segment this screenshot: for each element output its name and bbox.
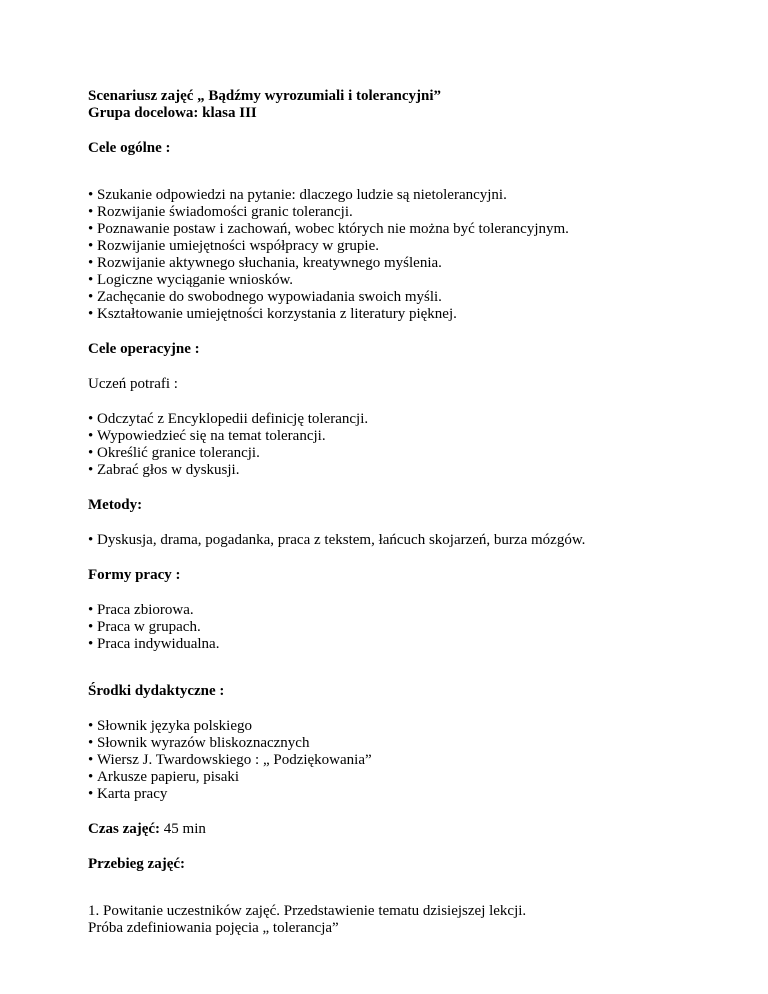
list-item: • Logiczne wyciąganie wniosków. [88,272,728,289]
methods-heading: Metody: [88,497,143,513]
list-item: • Określić granice tolerancji. [88,445,728,462]
operational-goals-list [88,411,728,479]
work-forms-heading: Formy pracy : [88,567,181,583]
duration-label: Czas zajęć: [88,821,161,837]
duration-value: 45 min [160,821,206,837]
operational-goals-intro: Uczeń potrafi : [88,376,178,392]
document-title: Scenariusz zajęć „ Bądźmy wyrozumiali i tolerancyjni” [88,88,441,104]
course-heading: Przebieg zajęć: [88,856,186,872]
list-item: • Poznawanie postaw i zachowań, wobec których nie można być tolerancyjnym. [88,221,728,238]
general-goals-heading: Cele ogólne : [88,140,171,156]
document-page [88,88,728,937]
list-item: • Zabrać głos w dyskusji. [88,462,728,479]
list-item: • Praca indywidualna. [88,636,728,653]
methods-list [88,532,728,549]
list-item: • Słownik języka polskiego [88,718,728,735]
list-item: • Wypowiedzieć się na temat tolerancji. [88,428,728,445]
list-item: • Dyskusja, drama, pogadanka, praca z tekstem, łańcuch skojarzeń, burza mózgów. [88,532,728,549]
list-item: • Kształtowanie umiejętności korzystania z literatury pięknej. [88,306,728,323]
list-item: • Arkusze papieru, pisaki [88,769,728,786]
list-item: • Zachęcanie do swobodnego wypowiadania swoich myśli. [88,289,728,306]
list-item: • Rozwijanie świadomości granic tolerancji. [88,204,728,221]
duration-line [88,821,728,838]
list-item: • Praca w grupach. [88,619,728,636]
list-item: • Praca zbiorowa. [88,602,728,619]
general-goals-list [88,187,728,323]
list-item: • Szukanie odpowiedzi na pytanie: dlaczego ludzie są nietolerancyjni. [88,187,728,204]
teaching-aids-heading: Środki dydaktyczne : [88,683,225,699]
teaching-aids-list [88,718,728,803]
target-group: Grupa docelowa: klasa III [88,105,257,121]
course-step-1: 1. Powitanie uczestników zajęć. Przedstawienie tematu dzisiejszej lekcji. [88,903,527,919]
list-item: • Rozwijanie aktywnego słuchania, kreatywnego myślenia. [88,255,728,272]
work-forms-list [88,602,728,653]
list-item: • Odczytać z Encyklopedii definicję tolerancji. [88,411,728,428]
course-step-1-continued: Próba zdefiniowania pojęcia „ tolerancja” [88,920,339,936]
list-item: • Słownik wyrazów bliskoznacznych [88,735,728,752]
list-item: • Rozwijanie umiejętności współpracy w grupie. [88,238,728,255]
list-item: • Wiersz J. Twardowskiego : „ Podziękowania” [88,752,728,769]
list-item: • Karta pracy [88,786,728,803]
operational-goals-heading: Cele operacyjne : [88,341,200,357]
